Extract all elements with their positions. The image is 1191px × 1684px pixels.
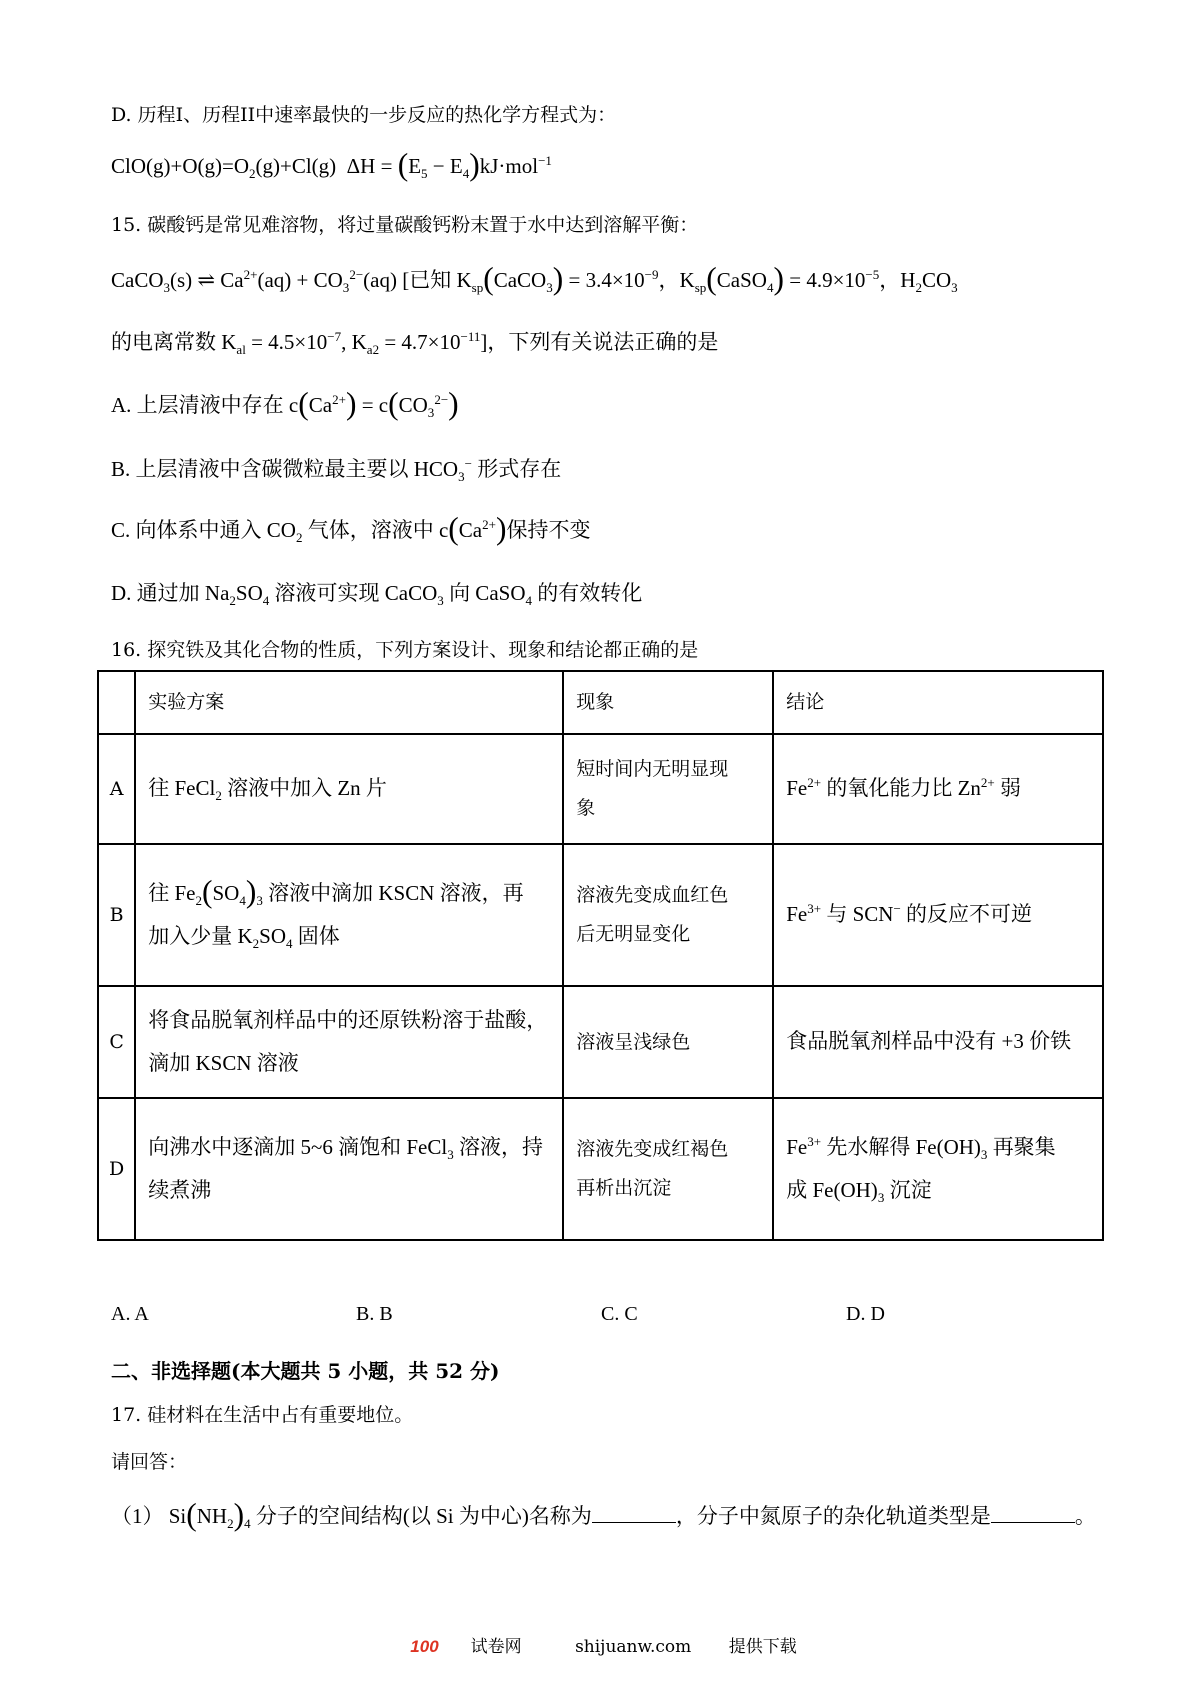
choice-a[interactable]: A. A <box>111 1303 149 1325</box>
header-conclusion: 结论 <box>773 671 1103 734</box>
row-conclusion: $Fe^{3+}$ 先水解得 $Fe(OH)_3$ 再聚集 成 $Fe(OH)_3$ 沉淀 <box>773 1098 1103 1240</box>
row-phenomenon: 溶液呈浅绿色 <box>563 986 773 1098</box>
header-phenomenon: 现象 <box>563 671 773 734</box>
q14-option-d: D. 历程I、历程II中速率最快的一步反应的热化学方程式为： <box>111 104 617 126</box>
row-label: D <box>98 1098 135 1240</box>
q17-stem: 17. 硅材料在生活中占有重要地位。 <box>111 1404 414 1426</box>
header-label <box>98 671 135 734</box>
header-plan: 实验方案 <box>135 671 563 734</box>
site-logo[interactable] <box>394 1637 537 1657</box>
choice-c[interactable]: C. C <box>601 1303 638 1325</box>
q14-equation: $ClO(g)+O(g)=O_2(g)+Cl(g) \Delta H = (E_5 - E_4)kJ\cdot mol^{-1}$ <box>111 147 552 182</box>
q15-option-b: B. 上层清液中含碳微粒最主要以 $HCO_3^-$ 形式存在 <box>111 456 562 485</box>
row-conclusion: 食品脱氧剂样品中没有 +3 价铁 <box>773 986 1103 1098</box>
q15-equilibrium-line: CaCO$_3$(s) ⇌ $Ca^{2+}(aq) + CO_3^{2-}(aq)$ [已知 $K_{sp}(CaCO_3) = 3.4\times 10^{-9}$，$K_{sp}(CaSO_4) = 4.9\times 10^{-5}$，$H_2CO_3$ <box>111 261 958 296</box>
table-row <box>98 734 1103 844</box>
answer-blank[interactable] <box>991 1508 1075 1523</box>
row-label: A <box>98 734 135 844</box>
section-heading: 二、非选择题(本大题共 5 小题，共 52 分) <box>111 1359 500 1383</box>
row-conclusion: $Fe^{2+}$ 的氧化能力比 $Zn^{2+}$ 弱 <box>773 734 1103 844</box>
row-phenomenon: 短时间内无明显现 象 <box>563 734 773 844</box>
row-plan: 往 $Fe_2(SO_4)_3$ 溶液中滴加 KSCN 溶液，再 加入少量 $K_2SO_4$ 固体 <box>135 844 563 986</box>
q17-part1-end: 。 <box>1074 1504 1096 1528</box>
row-label: B <box>98 844 135 986</box>
row-plan: 往 FeCl$_2$ 溶液中加入 Zn 片 <box>135 734 563 844</box>
q17-prompt: 请回答： <box>111 1451 188 1473</box>
experiment-table <box>97 670 1104 1241</box>
table-row <box>98 986 1103 1098</box>
choice-d[interactable]: D. D <box>846 1303 885 1325</box>
table-row <box>98 1098 1103 1240</box>
q15-option-d: D. 通过加 $Na_2SO_4$ 溶液可实现 CaCO$_3$ 向 CaSO$_4$ 的有效转化 <box>111 581 643 609</box>
footer-note: 提供下载 <box>728 1637 797 1657</box>
logo-number: 100 <box>410 1637 439 1656</box>
row-phenomenon: 溶液先变成红褐色 再析出沉淀 <box>563 1098 773 1240</box>
row-label: C <box>98 986 135 1098</box>
q15-stem: 15. 碳酸钙是常见难溶物，将过量碳酸钙粉末置于水中达到溶解平衡： <box>111 214 699 236</box>
site-url[interactable]: shijuanw.com <box>575 1637 692 1657</box>
row-conclusion: $Fe^{3+}$ 与 SCN− 的反应不可逆 <box>773 844 1103 986</box>
page-footer <box>0 1632 1191 1657</box>
q17-part1-text-b: ，分子中氮原子的杂化轨道类型是 <box>675 1504 991 1528</box>
q15-option-c: C. 向体系中通入 $CO_2$ 气体，溶液中 $c(Ca^{2+})$保持不变 <box>111 511 591 546</box>
q17-part1-text-a: （1） $Si(NH_2)_4$ 分子的空间结构(以 Si 为中心)名称为 <box>111 1497 592 1532</box>
table-row <box>98 844 1103 986</box>
q16-stem: 16. 探究铁及其化合物的性质，下列方案设计、现象和结论都正确的是 <box>111 639 699 661</box>
choice-b[interactable]: B. B <box>356 1303 393 1325</box>
logo-text: 试卷网 <box>470 1637 522 1657</box>
q17-part1 <box>111 1497 1096 1532</box>
q15-option-a: A. 上层清液中存在 $c(Ca^{2+}) = c(CO_3^{2-})$ <box>111 386 459 421</box>
q15-ka-line: 的电离常数 $K_{al} = 4.5\times 10^{-7}$, $K_{a2} = 4.7\times 10^{-11}$]，下列有关说法正确的是 <box>111 329 719 358</box>
answer-blank[interactable] <box>592 1508 676 1523</box>
row-plan: 向沸水中逐滴加 5~6 滴饱和 FeCl$_3$ 溶液，持 续煮沸 <box>135 1098 563 1240</box>
table-header-row <box>98 671 1103 734</box>
row-phenomenon: 溶液先变成血红色 后无明显变化 <box>563 844 773 986</box>
row-plan: 将食品脱氧剂样品中的还原铁粉溶于盐酸， 滴加 KSCN 溶液 <box>135 986 563 1098</box>
